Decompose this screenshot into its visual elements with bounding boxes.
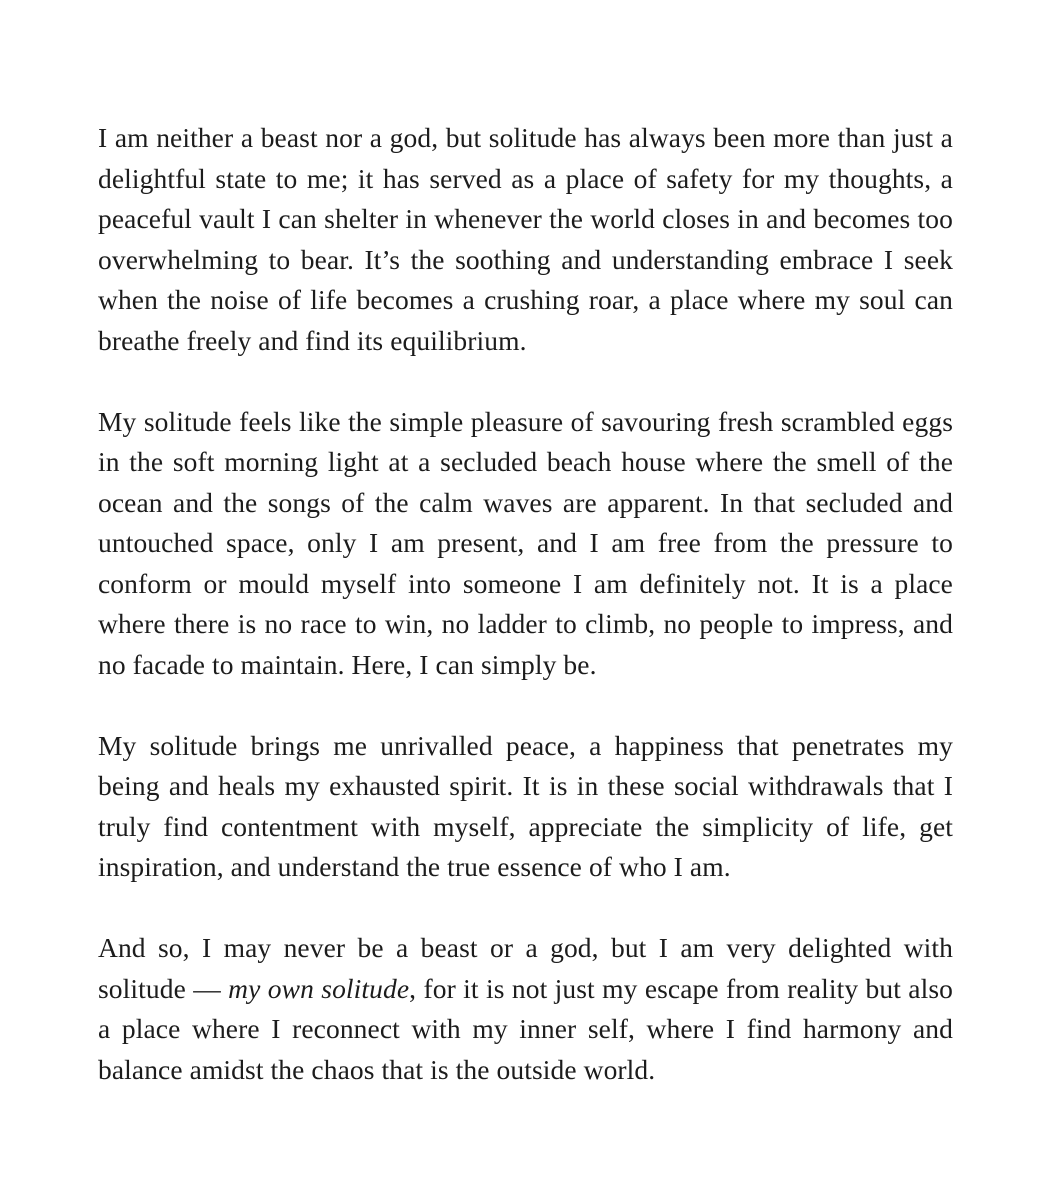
- paragraph-1: I am neither a beast nor a god, but solitude has always been more than just a delightful state to me; it has served as a place of safety for my thoughts, a peaceful vault I can shelter in whenever the world closes in and becomes too overwhelming to bear. It’s the soothing and understanding embrace I seek when the noise of life becomes a crushing roar, a place where my soul can breathe freely and find its equilibrium.: [98, 122, 953, 356]
- paragraph-4-tail: , for it is not just my escape from reality but also a place where I reconnect with my inner self, where I find harmony and balance amidst the chaos that is the outside world.: [98, 972, 954, 1085]
- paragraph-4: [98, 928, 953, 1090]
- paragraph-4-lead: And so, I may never be a beast or a god, but I am very delighted with solitude —: [98, 932, 953, 1004]
- paragraph-2: My solitude feels like the simple pleasure of savouring fresh scrambled eggs in the soft morning light at a secluded beach house where the smell of the ocean and the songs of the calm waves are apparent. In that secluded and untouched space, only I am present, and I am free from the pressure to conform or mould myself into someone I am definitely not. It is a place where there is no race to win, no ladder to climb, no people to impress, and no facade to maintain. Here, I can simply be.: [98, 405, 953, 680]
- essay-body: [98, 118, 953, 1090]
- paragraph-4-emphasis: my own solitude: [228, 972, 410, 1004]
- paragraph-3: My solitude brings me unrivalled peace, a happiness that penetrates my being and heals my exhausted spirit. It is in these social withdrawals that I truly find contentment with myself, appreciate the simplicity of life, get inspiration, and understand the true essence of who I am.: [98, 729, 953, 882]
